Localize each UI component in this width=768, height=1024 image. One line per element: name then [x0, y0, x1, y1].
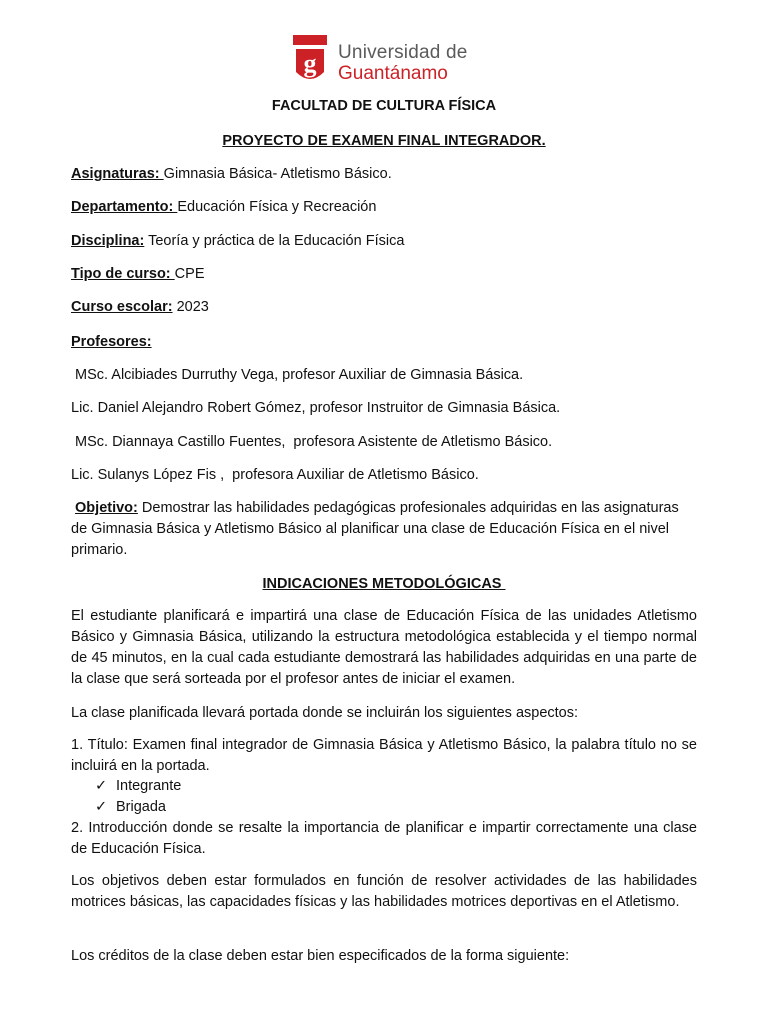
field-value: 2023: [172, 299, 209, 315]
check-label: Brigada: [116, 799, 166, 815]
project-title: PROYECTO DE EXAMEN FINAL INTEGRADOR.: [222, 133, 546, 149]
paragraph-3: 1. Título: Examen final integrador de Gimnasia Básica y Atletismo Básico, la palabra título no se incluirá en la portada.: [71, 737, 697, 774]
check-item: [95, 797, 166, 818]
field-departamento: [71, 197, 697, 218]
professors-label: Profesores:: [71, 334, 152, 350]
field-value: Educación Física y Recreación: [177, 199, 377, 215]
check-label: Integrante: [116, 778, 182, 794]
field-value: CPE: [174, 266, 205, 282]
university-crest-icon: [292, 34, 328, 86]
field-label: Asignaturas:: [71, 166, 164, 182]
professor-item: MSc. Alcibiades Durruthy Vega, profesor Auxiliar de Gimnasia Básica.: [71, 367, 524, 383]
field-value: Teoría y práctica de la Educación Física: [144, 233, 405, 249]
professor-item: Lic. Sulanys López Fis , profesora Auxiliar de Atletismo Básico.: [71, 467, 479, 483]
professor-item: MSc. Diannaya Castillo Fuentes, profesora Asistente de Atletismo Básico.: [71, 434, 553, 450]
field-label: Tipo de curso:: [71, 266, 175, 282]
indications-title: INDICACIONES METODOLÓGICAS: [262, 576, 506, 592]
svg-text:g: g: [303, 49, 317, 78]
checkmark-icon: ✓: [95, 778, 108, 794]
paragraph-2: La clase planificada llevará portada donde se incluirán los siguientes aspectos:: [71, 705, 579, 721]
field-label: Curso escolar:: [71, 299, 173, 315]
field-label: Departamento:: [71, 199, 178, 215]
field-value: Gimnasia Básica- Atletismo Básico.: [163, 166, 392, 182]
checkmark-icon: ✓: [95, 799, 108, 815]
paragraph-5: Los objetivos deben estar formulados en función de resolver actividades de las habilidades motrices básicas, las capacidades físicas y las habilidades motrices deportivas en el Atletismo.: [71, 873, 697, 910]
objective-label: Objetivo:: [75, 500, 138, 516]
professor-item: Lic. Daniel Alejandro Robert Gómez, profesor Instruitor de Gimnasia Básica.: [71, 400, 561, 416]
paragraph-6: Los créditos de la clase deben estar bien especificados de la forma siguiente:: [71, 948, 570, 964]
professors-heading: [71, 332, 697, 353]
field-disciplina: [71, 231, 697, 252]
indications-title-wrap: [0, 574, 768, 595]
logo-line2: Guantánamo: [338, 63, 448, 84]
field-curso-escolar: [71, 297, 697, 318]
field-tipo-curso: [71, 264, 697, 285]
university-logo: [292, 34, 492, 86]
project-title-wrap: [0, 131, 768, 152]
field-label: Disciplina:: [71, 233, 145, 249]
paragraph-4: 2. Introducción donde se resalte la importancia de planificar e impartir correctamente una clase de Educación Física.: [71, 820, 697, 857]
objective-paragraph: [71, 498, 697, 561]
objective-text: Demostrar las habilidades pedagógicas profesionales adquiridas en las asignaturas de Gimnasia Básica y Atletismo Básico al planificar una clase de Educación Física en el nivel primario.: [71, 500, 679, 558]
paragraph-1: El estudiante planificará e impartirá una clase de Educación Física de las unidades Atletismo Básico y Gimnasia Básica, utilizando la estructura metodológica establecida y el tiempo normal de 45 minutos, en la cual cada estudiante demostrará las habilidades adquiridas en una parte de la clase que será sorteada por el profesor antes de iniciar el examen.: [71, 608, 697, 687]
faculty-title: FACULTAD DE CULTURA FÍSICA: [271, 98, 497, 114]
check-item: [95, 776, 181, 797]
logo-line1: Universidad de: [338, 42, 468, 63]
field-asignaturas: [71, 164, 697, 185]
